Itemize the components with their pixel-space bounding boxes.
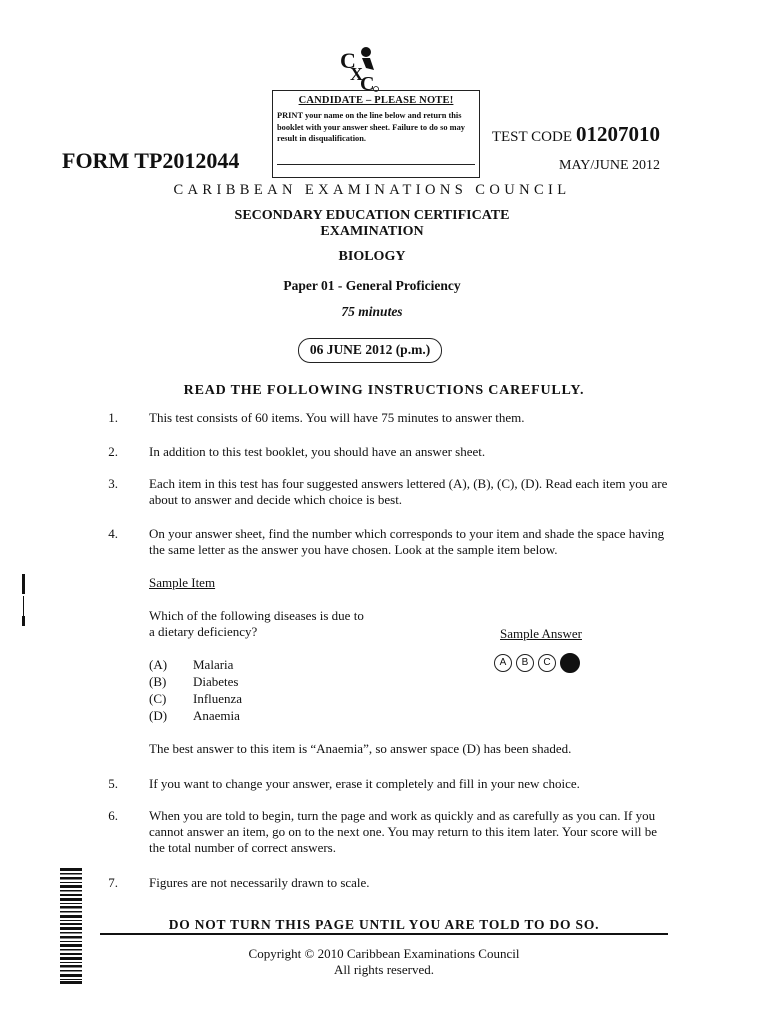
option-letter: (D)	[149, 708, 168, 723]
edge-mark	[22, 616, 25, 626]
instruction-number: 1.	[108, 410, 118, 425]
copyright	[12, 946, 756, 978]
option-text: Anaemia	[193, 708, 240, 723]
option-letter: (A)	[149, 657, 168, 672]
test-code-label: TEST CODE	[491, 129, 572, 145]
test-code-value: 01207010	[576, 122, 660, 146]
copyright-line: Copyright © 2010 Caribbean Examinations Council	[248, 946, 520, 961]
instruction-number: 5.	[108, 776, 118, 791]
instruction-text: On your answer sheet, find the number which corresponds to your item and shade the space having the same letter as the answer you have chosen. Look at the sample item below.	[149, 526, 665, 557]
instruction-number: 6.	[108, 808, 118, 823]
sample-question-line1: Which of the following diseases is due to	[149, 608, 364, 623]
sample-question-line2: a dietary deficiency?	[149, 624, 258, 639]
sample-answer-bubbles	[494, 654, 580, 673]
answer-bubble-b: B	[516, 654, 534, 672]
instructions-heading: READ THE FOLLOWING INSTRUCTIONS CAREFULLY.	[183, 383, 585, 398]
notice-title: CANDIDATE – PLEASE NOTE!	[298, 95, 454, 106]
option-text: Influenza	[193, 691, 243, 706]
sample-explanation: The best answer to this item is “Anaemia”, so answer space (D) has been shaded.	[149, 741, 572, 756]
sample-item-label: Sample Item	[149, 575, 216, 590]
council-name: CARIBBEAN EXAMINATIONS COUNCIL	[173, 182, 571, 198]
sample-answer-label: Sample Answer	[500, 626, 582, 641]
certificate-title-line2: EXAMINATION	[320, 224, 424, 239]
answer-bubble-c: C	[538, 654, 556, 672]
instruction-number: 2.	[108, 444, 118, 459]
candidate-notice-box	[272, 90, 480, 178]
instruction-number: 7.	[108, 875, 118, 890]
cxc-logo	[336, 42, 382, 92]
test-code	[492, 122, 660, 147]
certificate-title-line1: SECONDARY EDUCATION CERTIFICATE	[234, 208, 510, 223]
do-not-turn-warning: DO NOT TURN THIS PAGE UNTIL YOU ARE TOLD TO DO SO.	[168, 917, 600, 932]
form-label: FORM TP2012044	[62, 148, 240, 173]
svg-text:C: C	[340, 48, 356, 73]
rights-line: All rights reserved.	[333, 962, 434, 977]
duration: 75 minutes	[341, 304, 403, 319]
svg-text:X: X	[350, 64, 363, 84]
instruction-text: In addition to this test booklet, you should have an answer sheet.	[149, 444, 486, 459]
option-letter: (C)	[149, 691, 167, 706]
candidate-name-line[interactable]	[277, 164, 475, 165]
instruction-number: 3.	[108, 476, 118, 491]
instruction-text: When you are told to begin, turn the page and work as quickly and as carefully as you can. If you cannot answer an item, go on to the next one. You may return to this item later. Your score will be the total number of correct answers.	[149, 808, 657, 855]
edge-mark	[22, 574, 25, 594]
svg-text:C: C	[360, 73, 375, 92]
subject: BIOLOGY	[338, 249, 406, 264]
instruction-text: Each item in this test has four suggested answers lettered (A), (B), (C), (D). Read each item you are about to answer and decide which choice is best.	[149, 476, 668, 507]
option-letter: (B)	[149, 674, 167, 689]
instruction-text: This test consists of 60 items. You will have 75 minutes to answer them.	[149, 410, 525, 425]
answer-bubble-a: A	[494, 654, 512, 672]
answer-bubble-d-shaded	[560, 653, 580, 673]
footer-rule	[100, 933, 668, 935]
exam-date: 06 JUNE 2012 (p.m.)	[298, 338, 442, 363]
instruction-text: Figures are not necessarily drawn to scale.	[149, 875, 370, 890]
exam-session: MAY/JUNE 2012	[559, 158, 660, 173]
certificate-title	[0, 208, 744, 240]
barcode-icon	[60, 868, 82, 984]
instruction-text: If you want to change your answer, erase it completely and fill in your new choice.	[149, 776, 580, 791]
option-text: Diabetes	[193, 674, 239, 689]
instruction-number: 4.	[108, 526, 118, 541]
paper-title: Paper 01 - General Proficiency	[283, 278, 461, 293]
notice-body: PRINT your name on the line below and return this booklet with your answer sheet. Failure to do so may result in disqualification.	[277, 111, 465, 143]
option-text: Malaria	[193, 657, 234, 672]
